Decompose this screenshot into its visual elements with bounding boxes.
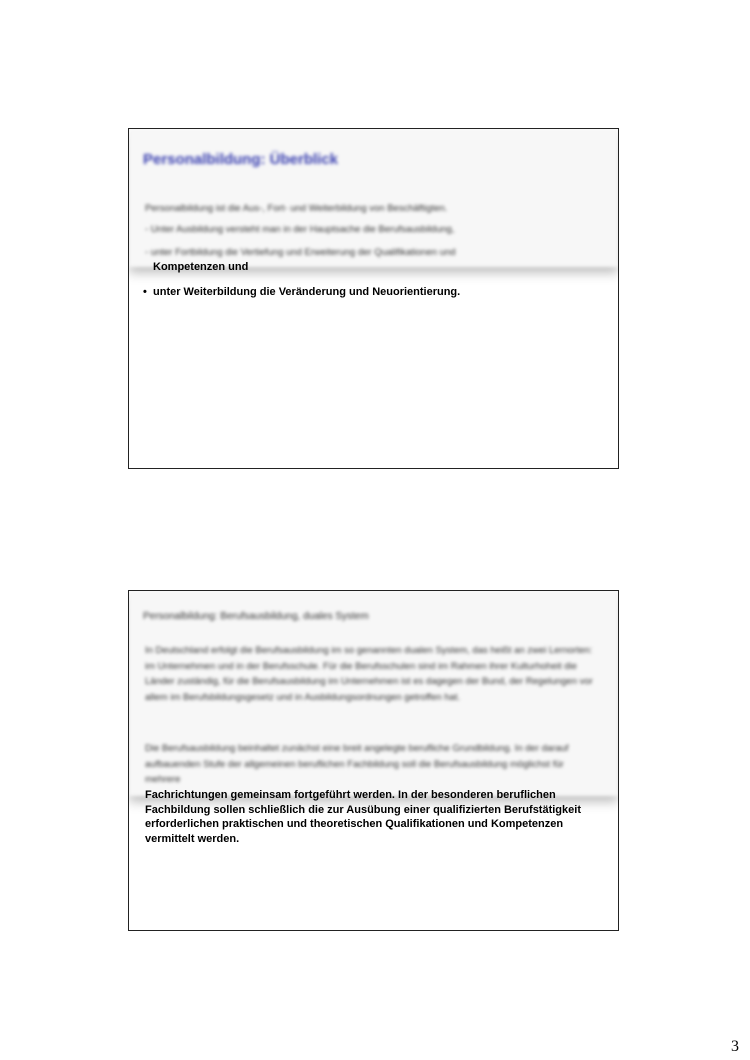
slide-2-paragraph-1: In Deutschland erfolgt die Berufsausbildung im so genannten dualen System, das heißt an zwei Lernorten: im Unternehmen und in der Berufsschule. Für die Berufsschulen sind im Rahmen ihrer Kulturhoheit die Länder zuständig, für die Berufsausbildung im Unternehmen ist es dagegen der Bund, der Regelungen vor allem im Berufsbildungsgesetz und in Ausbildungsordnungen getroffen hat.: [145, 645, 593, 703]
slide-2: [128, 590, 619, 931]
slide-1-last-bullet: [143, 285, 460, 300]
slide-1-blurred-region: [129, 129, 618, 267]
bullet-marker: •: [143, 286, 147, 298]
slide-2-title: Personalbildung: Berufsausbildung, duales System: [143, 611, 369, 622]
slide-1-bullet-1: - Unter Ausbildung versteht man in der Hauptsache die Berufsausbildung,: [145, 224, 455, 235]
slide-2-continuation: Fachrichtungen gemeinsam fortgeführt werden. In der besonderen beruflichen Fachbildung sollen schließlich die zur Ausübung einer qualifizierten Berufstätigkeit erforderlichen praktischen und theoretischen Qualifikationen und Kompetenzen vermittelt werden.: [145, 789, 581, 845]
slide-1: [128, 128, 619, 469]
slide-1-title: Personalbildung: Überblick: [143, 151, 339, 168]
slide-1-continuation: Kompetenzen und: [153, 261, 249, 273]
slide-1-intro: Personalbildung ist die Aus-, Fort- und Weiterbildung von Beschäftigten.: [145, 203, 448, 214]
page-number: 3: [731, 1038, 739, 1055]
slide-1-bullet-2: - unter Fortbildung die Vertiefung und Erweiterung der Qualifikationen und: [145, 247, 456, 258]
slide-2-blurred-region: [129, 591, 618, 796]
slide-2-paragraph-2: Die Berufsausbildung beinhaltet zunächst eine breit angelegte berufliche Grundbildung. In der darauf aufbauenden Stufe der allgemeinen beruflichen Fachbildung soll die Berufsausbildung möglichst für mehrere: [145, 743, 569, 785]
slide-1-last-bullet-text: unter Weiterbildung die Veränderung und Neuorientierung.: [153, 286, 461, 298]
